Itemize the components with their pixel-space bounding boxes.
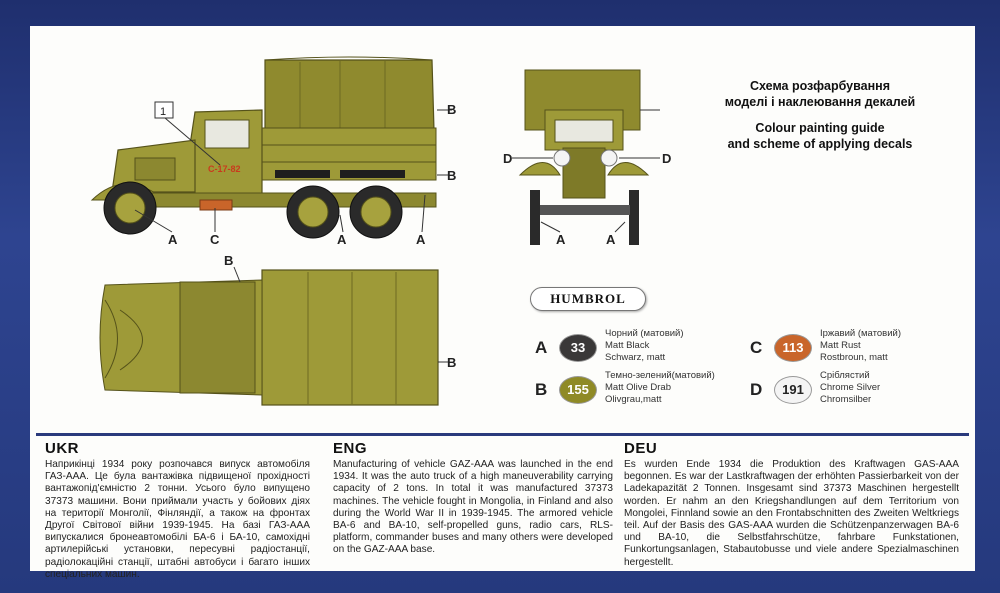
paint-a-names bbox=[605, 328, 684, 364]
guide-caption bbox=[680, 78, 960, 162]
deu-heading: DEU bbox=[624, 440, 658, 457]
caption-eng-line1: Colour painting guide bbox=[755, 121, 885, 135]
truck-side-view bbox=[92, 57, 456, 247]
paint-d-letter: D bbox=[750, 380, 763, 399]
truck-number-decal: С-17-82 bbox=[208, 164, 241, 174]
paint-a-ukr: Чорний (матовий) bbox=[605, 328, 684, 339]
label-b-canopy: B bbox=[447, 102, 457, 117]
label-a-front-right: A bbox=[606, 232, 616, 247]
paint-a-chip: 33 bbox=[559, 334, 597, 362]
paint-c-names bbox=[820, 328, 901, 364]
paint-d-deu: Chromsilber bbox=[820, 394, 872, 405]
paint-c-deu: Rostbroun, matt bbox=[820, 352, 888, 363]
paint-c bbox=[750, 328, 950, 366]
humbrol-logo: HUMBROL bbox=[530, 287, 646, 311]
label-a-rear: A bbox=[337, 232, 347, 247]
ukr-column bbox=[45, 440, 310, 581]
label-d-right: D bbox=[662, 151, 672, 166]
deu-column bbox=[624, 440, 959, 569]
paint-b bbox=[535, 370, 735, 408]
label-a-back: A bbox=[416, 232, 426, 247]
caption-ukr-line2: моделі і наклеювання декалей bbox=[724, 95, 916, 109]
label-b-top-cab: B bbox=[224, 253, 234, 268]
paint-d-names bbox=[820, 370, 880, 406]
paint-d-ukr: Сріблястий bbox=[820, 370, 870, 381]
eng-column bbox=[333, 440, 613, 557]
ukr-heading: UKR bbox=[45, 440, 79, 457]
paint-b-names bbox=[605, 370, 715, 406]
paint-a-deu: Schwarz, matt bbox=[605, 352, 666, 363]
section-divider bbox=[36, 433, 969, 436]
paint-b-eng: Matt Olive Drab bbox=[605, 382, 671, 393]
label-a-front: A bbox=[168, 232, 178, 247]
paint-c-chip: 113 bbox=[774, 334, 812, 362]
label-c: C bbox=[210, 232, 220, 247]
paint-d-chip: 191 bbox=[774, 376, 812, 404]
paint-c-letter: C bbox=[750, 338, 763, 357]
paint-b-chip: 155 bbox=[559, 376, 597, 404]
paint-a-letter: A bbox=[535, 338, 548, 357]
truck-top-view bbox=[100, 253, 456, 405]
label-b-body: B bbox=[447, 168, 457, 183]
caption-eng-line2: and scheme of applying decals bbox=[727, 137, 913, 151]
paint-a-eng: Matt Black bbox=[605, 340, 650, 351]
ukr-body: Наприкінці 1934 року розпочався випуск автомобіля ГАЗ-ААА. Це була вантажівка підвищеної прохідності вантажопід'ємністю 2 тонни. Усього було випущено 37373 машини. Вони приймали участь у бойових діях на території Монголії, Фінляндії, а також на фронтах Другої Світової війни 1939-1945. На базі ГАЗ-ААА випускалися бронеавтомобілі БА-6 і БА-10, самохідні артилерійські установки, пересувні радіостанції, радіолокаційні станції, штабні автобуси і багато інших спеціальних машин. bbox=[45, 459, 310, 580]
deu-body: Es wurden Ende 1934 die Produktion des Kraftwagen GAS-AAA begonnen. Es war der Lastkraftwagen der erhöhten Passierbarkeit von der Ladekapazität 2 Tonnen. Insgesamt sind 37373 Maschinen hergestellt worden. Er nahm an den Kriegshandlungen auf dem Territorium von Mongolei, Finnland sowie an den Frontabschnitten des Zweiten Weltkriegs teil. Auf der Basis des GAS-AAA wurden die Schützenpanzerwagen BA-6 und BA-10, die Selbstfahrschütze, fahrbare Funkstationen, Funkortungsanlagen, Stabautobusse und viele andere Spezialmaschinen hergestellt. bbox=[624, 459, 959, 568]
paint-a bbox=[535, 328, 735, 366]
paint-c-ukr: Іржавий (матовий) bbox=[820, 328, 901, 339]
paint-b-ukr: Темно-зелений(матовий) bbox=[605, 370, 715, 381]
label-d-left: D bbox=[503, 151, 513, 166]
caption-ukr-line1: Схема розфарбування bbox=[749, 79, 890, 93]
label-a-front-left: A bbox=[556, 232, 566, 247]
eng-heading: ENG bbox=[333, 440, 368, 457]
paint-c-eng: Matt Rust bbox=[820, 340, 861, 351]
label-b-top-bed: B bbox=[447, 355, 457, 370]
paint-d-eng: Chrome Silver bbox=[820, 382, 881, 393]
decal-marker-number: 1 bbox=[160, 106, 167, 118]
paint-d bbox=[750, 370, 950, 408]
paint-b-deu: Olivgrau,matt bbox=[605, 394, 662, 405]
truck-front-view bbox=[503, 70, 671, 247]
eng-body: Manufacturing of vehicle GAZ-AAA was launched in the end 1934. It was the auto truck of a high maneuverability carrying capacity of 2 tons. In total it was manufactured 37373 machines. The vehicle fought in Mongolia, in Finland and also during the World War II in 1939-1945. The armored vehicle BA-6 and BA-10, self-propelled guns, radio cars, RLS-platform, commander buses and many others were developed on the GAZ-AAA base. bbox=[333, 459, 613, 556]
paint-b-letter: B bbox=[535, 380, 548, 399]
